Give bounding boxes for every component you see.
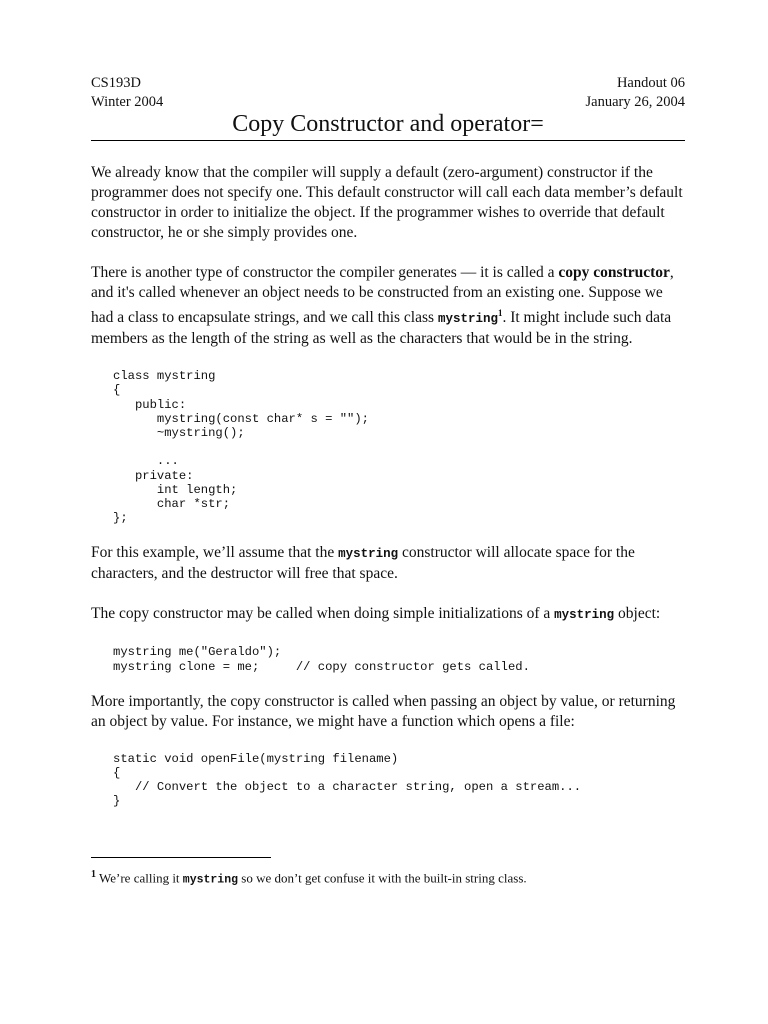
handout-date: January 26, 2004 (585, 94, 685, 110)
paragraph-3-text-b: constructor will allocate space for the characters, and the destructor will free that space. (91, 544, 635, 583)
code-block-class: class mystring { public: mystring(const char* s = ""); ~mystring(); ... private: int length; char *str; }; (113, 369, 369, 526)
footnote-text-a: We’re calling it (96, 870, 183, 886)
document-title: Copy Constructor and operator= (91, 110, 685, 141)
paragraph-2-text-c: . It might include such data members as the length of the string as well as the characters that would be in the string. (91, 309, 672, 348)
handout-page (91, 74, 685, 827)
paragraph-4 (91, 604, 685, 625)
course-code: CS193D (91, 75, 141, 91)
mystring-code: mystring (554, 608, 615, 623)
handout-number: Handout 06 (616, 75, 685, 91)
mystring-code: mystring (182, 873, 239, 887)
footnote-text-b: so we don’t get confuse it with the built-in string class. (238, 870, 527, 886)
paragraph-3-text-a: For this example, we’ll assume that the (91, 544, 339, 562)
footnote-ref: 1 (497, 308, 503, 318)
paragraph-2-text-a: There is another type of constructor the compiler generates — it is called a (91, 264, 559, 281)
mystring-code: mystring (338, 547, 399, 562)
code-block-init: mystring me("Geraldo"); mystring clone = me; // copy constructor gets called. (113, 645, 530, 674)
header-row-1 (91, 74, 685, 93)
paragraph-5: More importantly, the copy constructor is called when passing an object by value, or returning an object by value. For instance, we might have a function which opens a file: (91, 692, 676, 730)
footnote-number: 1 (91, 869, 96, 880)
document-body (91, 163, 685, 809)
mystring-code: mystring (437, 312, 498, 327)
paragraph-2-text-b: , and it's called whenever an object needs to be constructed from an existing one. Suppose we had a class to encapsulate strings, and we call this class (91, 264, 674, 327)
code-block-openfile: static void openFile(mystring filename) { // Convert the object to a character string, open a stream... } (113, 751, 582, 809)
paragraph-4-text-b: object: (614, 605, 661, 623)
term: Winter 2004 (91, 94, 164, 110)
paragraph-1: We already know that the compiler will supply a default (zero-argument) constructor if the programmer does not specify one. This default constructor will call each data member’s default constructor in order to initialize the object. If the programmer wishes to override that default constructor, he or she simply provides one. (91, 164, 683, 241)
paragraph-2 (91, 263, 685, 349)
footnote-divider (91, 857, 271, 858)
footnote (91, 866, 527, 889)
paragraph-4-text-a: The copy constructor may be called when doing simple initializations of a (91, 605, 555, 623)
paragraph-3 (91, 543, 685, 584)
copy-constructor-term: copy constructor (558, 264, 670, 281)
